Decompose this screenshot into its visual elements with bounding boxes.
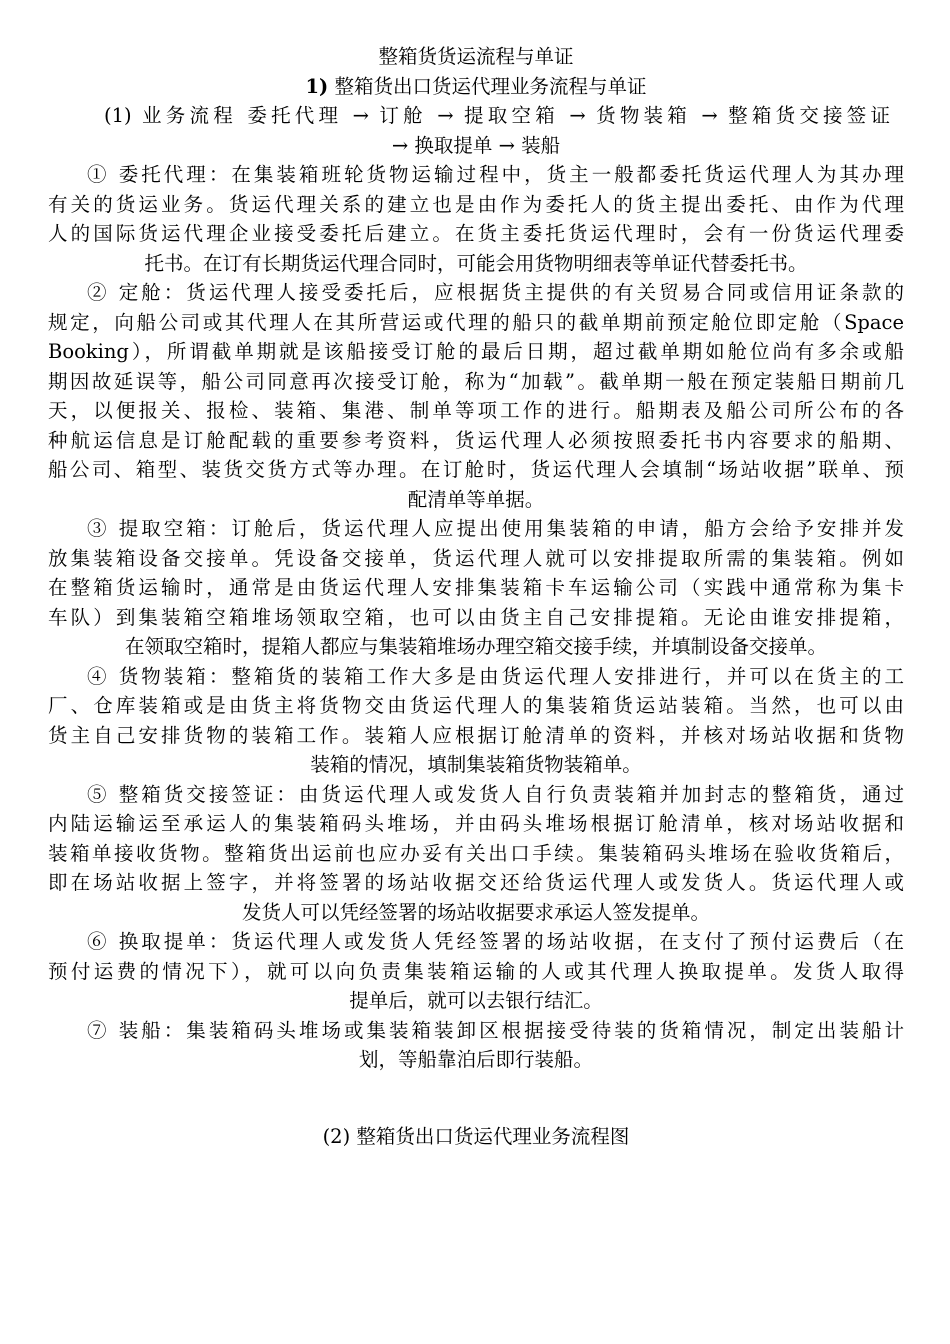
paragraph-line: 船公司、箱型、装货交货方式等办理。在订舱时，货运代理人会填制“场站收据”联单、预 xyxy=(48,458,904,481)
paragraph-line: 预付运费的情况下），就可以向负责集装箱运输的人或其代理人换取提单。发货人取得 xyxy=(48,959,904,983)
section-1-heading xyxy=(48,72,904,102)
paragraph-line: 在整箱货运输时，通常是由货运代理人安排集装箱卡车运输公司（实践中通常称为集卡 xyxy=(48,576,904,599)
paragraph-line: 放集装箱设备交接单。凭设备交接单，货运代理人就可以安排提取所需的集装箱。例如 xyxy=(48,546,904,570)
paragraph-line: 配清单等单据。 xyxy=(407,487,545,511)
section-spacer xyxy=(48,1075,904,1122)
section-2-title: (2) 整箱货出口货运代理业务流程图 xyxy=(322,1124,630,1148)
paragraph-line: 规定，向船公司或其代理人在其所营运或代理的船只的截单期前预定舱位即定舱（Space xyxy=(48,310,904,334)
paragraph-line: 人的国际货运代理企业接受委托后建立。在货主委托货运代理时，会有一份货运代理委 xyxy=(48,222,904,245)
paragraph-stuffing xyxy=(48,662,904,780)
paragraph-line: 期因故延误等，船公司同意再次接受订舱，称为“加载”。截单期一般在预定装船日期前几 xyxy=(48,369,904,393)
paragraph-line: ⑤ 整箱货交接签证：由货运代理人或发货人自行负责装箱并加封志的整箱货，通过 xyxy=(87,782,904,806)
paragraph-line: 装箱的情况，填制集装箱货物装箱单。 xyxy=(310,753,642,776)
paragraph-line: 提单后，就可以去银行结汇。 xyxy=(349,989,603,1012)
flow-line-1: (1) 业务流程 委托代理 → 订舱 → 提取空箱 → 货物装箱 → 整箱货交接签证 xyxy=(104,104,890,127)
document-title: 整箱货货运流程与单证 xyxy=(378,45,574,68)
paragraph-line: 有关的货运业务。货运代理关系的建立也是由作为委托人的货主提出委托、由作为代理 xyxy=(48,192,904,216)
paragraph-line: Booking），所谓截单期就是该船接受订舱的最后日期，超过截单期如舱位尚有多余或船 xyxy=(48,340,904,363)
paragraph-line: 厂、仓库装箱或是由货主将货物交由货运代理人的集装箱货运站装箱。当然，也可以由 xyxy=(48,694,904,717)
paragraph-line: ④ 货物装箱：整箱货的装箱工作大多是由货运代理人安排进行，并可以在货主的工 xyxy=(87,664,904,688)
section-1-number: 1) xyxy=(305,74,329,98)
paragraph-empty-container xyxy=(48,514,904,662)
paragraph-line: 天，以便报关、报检、装箱、集港、制单等项工作的进行。船期表及船公司所公布的各 xyxy=(48,399,904,422)
document-page xyxy=(48,42,904,1151)
paragraph-line: 种航运信息是订舱配载的重要参考资料，货运代理人必须按照委托书内容要求的船期、 xyxy=(48,428,904,452)
paragraph-line: 货主自己安排货物的装箱工作。装箱人应根据订舱清单的资料，并核对场站收据和货物 xyxy=(48,723,904,747)
paragraph-line: 托书。在订有长期货运代理合同时，可能会用货物明细表等单证代替委托书。 xyxy=(144,251,808,275)
paragraph-loading xyxy=(48,1016,904,1075)
paragraph-line: ⑦ 装船：集装箱码头堆场或集装箱装卸区根据接受待装的货箱情况，制定出装船计 xyxy=(87,1018,904,1042)
paragraph-line: ① 委托代理：在集装箱班轮货物运输过程中，货主一般都委托货运代理人为其办理 xyxy=(87,163,904,186)
paragraph-line: 即在场站收据上签字，并将签署的场站收据交还给货运代理人或发货人。货运代理人或 xyxy=(48,871,904,894)
paragraph-line: ③ 提取空箱：订舱后，货运代理人应提出使用集装箱的申请，船方会给予安排并发 xyxy=(87,517,904,540)
paragraph-line: 划，等船靠泊后即行装船。 xyxy=(358,1048,593,1071)
paragraph-entrust xyxy=(48,160,904,278)
paragraph-bill-of-lading xyxy=(48,927,904,1016)
paragraph-line: 内陆运输运至承运人的集装箱码头堆场，并由码头堆场根据订舱清单，核对场站收据和 xyxy=(48,812,904,835)
paragraph-line: 发货人可以凭经签署的场站收据要求承运人签发提单。 xyxy=(241,900,710,924)
paragraph-line: 在领取空箱时，提箱人都应与集装箱堆场办理空箱交接手续，并填制设备交接单。 xyxy=(124,635,827,658)
paragraph-booking xyxy=(48,278,904,514)
section-1-title: 整箱货出口货运代理业务流程与单证 xyxy=(334,74,647,98)
paragraph-line: 装箱单接收货物。整箱货出运前也应办妥有关出口手续。集装箱码头堆场在验收货箱后， xyxy=(48,841,904,865)
flow-line-2: → 换取提单 → 装船 xyxy=(391,133,561,157)
paragraph-line: 车队）到集装箱空箱堆场领取空箱，也可以由货主自己安排提箱。无论由谁安排提箱， xyxy=(48,605,904,629)
paragraph-handover xyxy=(48,780,904,928)
paragraph-line: ⑥ 换取提单：货运代理人或发货人凭经签署的场站收据，在支付了预付运费后（在 xyxy=(87,930,904,953)
paragraph-line: ② 定舱：货运代理人接受委托后，应根据货主提供的有关贸易合同或信用证条款的 xyxy=(87,281,904,304)
